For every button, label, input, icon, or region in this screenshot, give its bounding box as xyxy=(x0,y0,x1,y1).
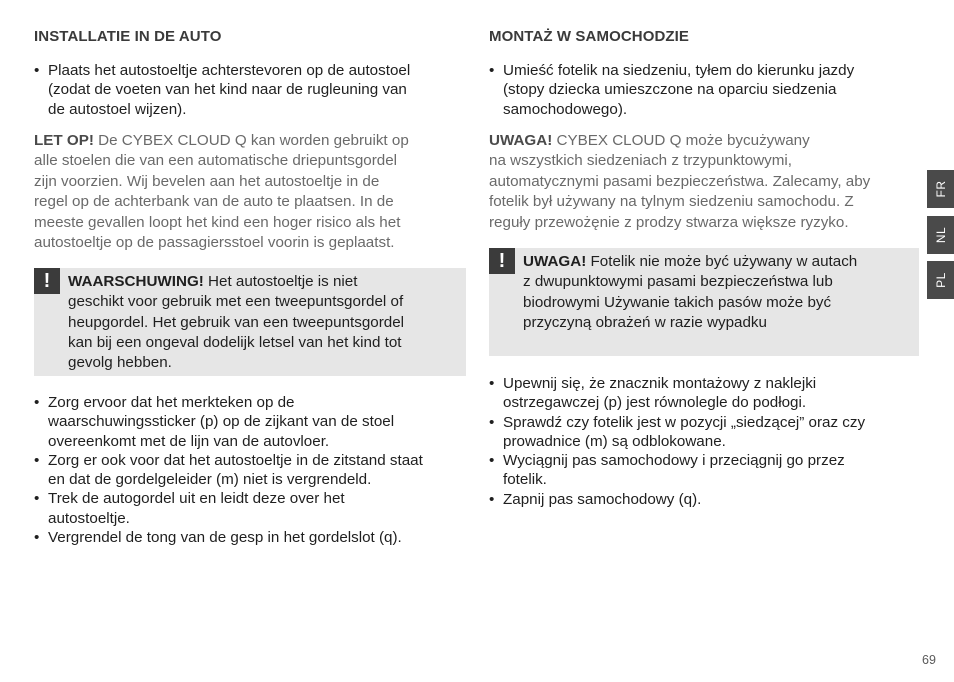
section-heading: INSTALLATIE IN DE AUTO xyxy=(34,28,222,45)
bullet-dot: • xyxy=(489,62,495,79)
language-tab-pl[interactable]: PL xyxy=(927,261,954,299)
note-label: UWAGA! xyxy=(489,132,553,149)
intro-list xyxy=(34,61,466,119)
exclamation-icon: ! xyxy=(34,268,60,294)
list-item: • Wyciągnij pas samochodowy i przeciągnij go przez fotelik. xyxy=(489,452,845,489)
warning-label: UWAGA! xyxy=(523,253,587,270)
list-item: • Plaats het autostoeltje achterstevoren op de autostoel (zodat de voeten van het kind naar de rugleuning van de autostoel wijzen). xyxy=(34,62,411,118)
language-tab-fr[interactable]: FR xyxy=(927,170,954,208)
list-item: • Zorg er ook voor dat het autostoeltje in de zitstand staat en dat de gordelgeleider (m) niet is vergrendeld. xyxy=(34,451,423,489)
bullet-dot: • xyxy=(34,394,40,411)
intro-list xyxy=(489,61,919,119)
list-item: • Sprawdź czy fotelik jest w pozycji „siedzącej” oraz czy prowadnice (m) są odblokowane. xyxy=(489,413,866,450)
note-label: LET OP! xyxy=(34,132,94,149)
list-item: • Zapnij pas samochodowy (q). xyxy=(489,490,702,508)
section-heading: MONTAŻ W SAMOCHODZIE xyxy=(489,28,690,45)
list-item: • Vergrendel de tong van de gesp in het gordelslot (q). xyxy=(34,529,402,547)
list-item: • Upewnij się, że znacznik montażowy z naklejki ostrzegawczej (p) jest równolegle do podłogi. xyxy=(489,375,817,412)
list-item: • Trek de autogordel uit en leidt deze over het autostoeltje. xyxy=(34,490,345,527)
list-item: • Umieść fotelik na siedzeniu, tyłem do kierunku jazdy (stopy dziecka umieszczone na oparciu siedzenia samochodowego). xyxy=(489,62,855,118)
bullet-dot: • xyxy=(34,490,40,508)
bullet-dot: • xyxy=(34,529,40,547)
note-paragraph: UWAGA! CYBEX CLOUD Q może bycużywany na wszystkich siedzeniach z trzypunktowymi, automatycznymi pasami bezpieczeństwa. Zalecamy, aby fotelik był używany na tylnym siedzeniu samochodu. Z reguły przewożęnie z prodzy stwarza większe ryzyko. xyxy=(489,132,871,231)
note-paragraph: LET OP! De CYBEX CLOUD Q kan worden gebruikt op alle stoelen die van een automatische driepuntsgordel zijn voorzien. Wij bevelen aan het autostoeltje in de regel op de achterbank van de auto te plaatsen. In de meeste gevallen loopt het kind een hoger risico als het autostoeltje op de passagiersstoel voorin is geplaatst. xyxy=(34,132,409,252)
bullet-dot: • xyxy=(489,413,495,431)
bullet-dot: • xyxy=(34,451,40,469)
language-tab-nl[interactable]: NL xyxy=(927,216,954,254)
warning-text: UWAGA! Fotelik nie może być używany w autach z dwupunktowymi pasami bezpieczeństwa lub biodrowymi Używanie takich pasów może być przyczyną obrażeń w razie wypadku xyxy=(523,253,858,331)
bullet-dot: • xyxy=(489,452,495,470)
bullet-dot: • xyxy=(489,490,495,508)
warning-text: WAARSCHUWING! Het autostoeltje is niet geschikt voor gebruik met een tweepuntsgordel of heupgordel. Het gebruik van een tweepuntsgordel kan bij een ongeval dodelijk letsel van het kind tot gevolg hebben. xyxy=(68,273,405,372)
warning-label: WAARSCHUWING! xyxy=(68,273,204,290)
bullet-dot: • xyxy=(34,62,40,79)
exclamation-icon: ! xyxy=(489,248,515,274)
warning-box xyxy=(34,268,466,376)
steps-list xyxy=(34,393,466,547)
steps-list xyxy=(489,374,919,509)
bullet-dot: • xyxy=(489,375,495,392)
warning-box xyxy=(489,248,919,356)
page-number: 69 xyxy=(922,653,936,667)
list-item: • Zorg ervoor dat het merkteken op de waarschuwingssticker (p) op de zijkant van de stoel overeenkomt met de lijn van de autovloer. xyxy=(34,394,395,450)
